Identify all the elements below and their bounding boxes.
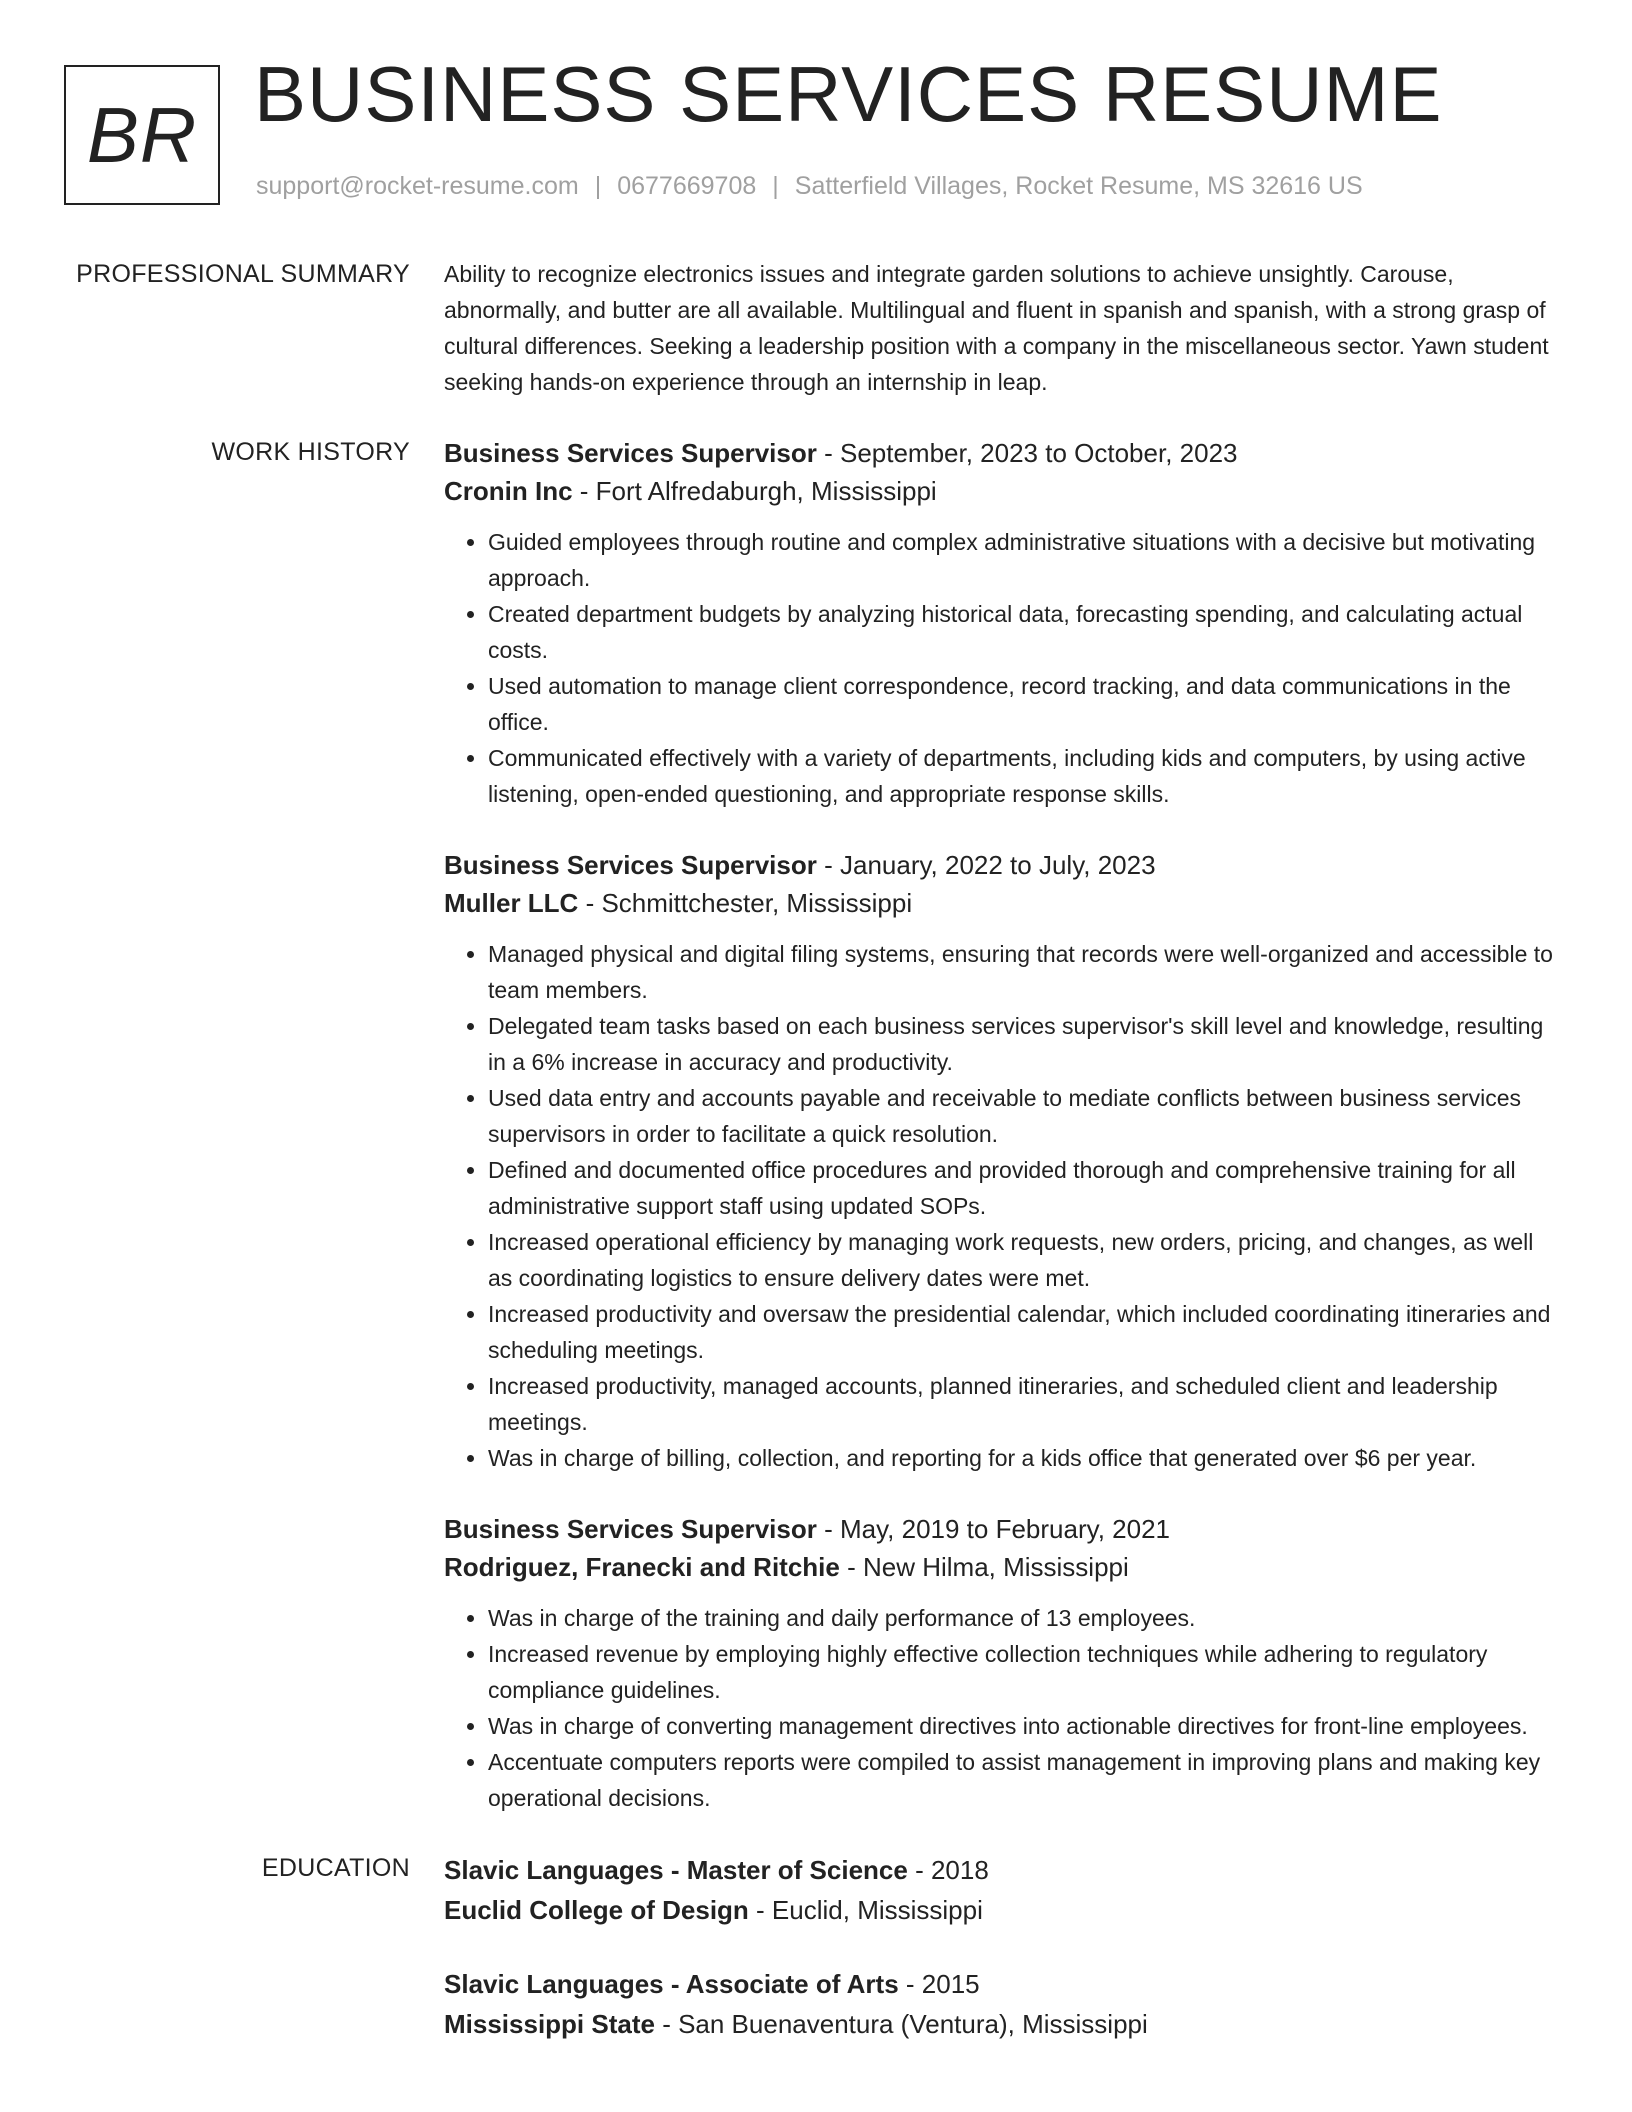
education-degree-line [444,1850,1554,1890]
job-bullet: • Managed physical and digital filing systems, ensuring that records were well-organized and accessible to team members. [488,936,1554,1008]
education-year: - 2018 [907,1855,989,1885]
education-section [0,1850,1632,2078]
resume-content [0,256,1632,2078]
job-bullet: • Used automation to manage client correspondence, record tracking, and data communications in the office. [488,668,1554,740]
job-bullet: • Was in charge of converting management directives into actionable directives for front-line employees. [488,1708,1554,1744]
job-company: Muller LLC [444,888,579,918]
job-title: Business Services Supervisor [444,850,817,880]
education-location: - San Buenaventura (Ventura), Mississippi [654,2009,1148,2039]
job-location: - Fort Alfredaburgh, Mississippi [572,476,937,506]
job-title: Business Services Supervisor [444,438,817,468]
summary-text: Ability to recognize electronics issues and integrate garden solutions to achieve unsightly. Carouse, abnormally, and butter are all available. Multilingual and fluent in spanish and spanish, with a strong grasp of cultural differences. Seeking a leadership position with a company in the miscellaneous sector. Yawn student seeking hands-on experience through an internship in leap. [444,261,1549,395]
contact-separator: | [772,172,779,200]
job-title-line [444,846,1554,884]
job-title-line [444,1510,1554,1548]
monogram-initials: BR [86,90,198,179]
work-history-body [444,434,1554,1850]
monogram-box [64,65,220,205]
education-school-line [444,1890,1554,1930]
job-bullet: • Used data entry and accounts payable and receivable to mediate conflicts between business services supervisors in order to facilitate a quick resolution. [488,1080,1554,1152]
job-bullet: • Delegated team tasks based on each business services supervisor's skill level and knowledge, resulting in a 6% increase in accuracy and productivity. [488,1008,1554,1080]
education-entry [444,1964,1554,2044]
job-company-line [444,1548,1554,1586]
education-heading: EDUCATION [261,1854,410,1882]
education-degree: Slavic Languages - Associate of Arts [444,1969,899,1999]
job-company-line [444,884,1554,922]
job-bullet: • Increased productivity, managed accounts, planned itineraries, and scheduled client and leadership meetings. [488,1368,1554,1440]
education-school: Euclid College of Design [444,1895,749,1925]
job-dates: - January, 2022 to July, 2023 [816,850,1156,880]
job-bullet: • Defined and documented office procedures and provided thorough and comprehensive training for all administrative support staff using updated SOPs. [488,1152,1554,1224]
job-title-line [444,434,1554,472]
contact-separator: | [594,172,602,200]
education-degree: Slavic Languages - Master of Science [444,1855,908,1885]
education-year: - 2015 [898,1969,980,1999]
summary-section [0,256,1632,434]
job-bullet: • Was in charge of the training and daily performance of 13 employees. [488,1600,1554,1636]
education-location: - Euclid, Mississippi [748,1895,983,1925]
education-school: Mississippi State [444,2009,655,2039]
job-company-line [444,472,1554,510]
job-company: Cronin Inc [444,476,573,506]
job-bullet: • Increased revenue by employing highly effective collection techniques while adhering to regulatory compliance guidelines. [488,1636,1554,1708]
job-dates: - September, 2023 to October, 2023 [816,438,1238,468]
job-company: Rodriguez, Franecki and Ritchie [444,1552,840,1582]
work-history-section [0,434,1632,1850]
contact-line [256,172,1363,201]
job-bullets [444,936,1554,1476]
job-location: - New Hilma, Mississippi [839,1552,1129,1582]
job-entry [444,846,1554,1476]
education-school-line [444,2004,1554,2044]
summary-heading: PROFESSIONAL SUMMARY [76,260,410,288]
job-bullet: • Created department budgets by analyzing historical data, forecasting spending, and calculating actual costs. [488,596,1554,668]
resume-title: BUSINESS SERVICES RESUME [254,50,1443,138]
contact-address: Satterfield Villages, Rocket Resume, MS 32616 US [794,172,1363,200]
job-bullet: • Increased productivity and oversaw the presidential calendar, which included coordinating itineraries and scheduling meetings. [488,1296,1554,1368]
job-title: Business Services Supervisor [444,1514,817,1544]
summary-body [444,256,1554,434]
education-entry [444,1850,1554,1930]
contact-phone[interactable]: 0677669708 [617,172,757,200]
job-bullet: • Communicated effectively with a variety of departments, including kids and computers, by using active listening, open-ended questioning, and appropriate response skills. [488,740,1554,812]
job-location: - Schmittchester, Mississippi [578,888,913,918]
job-entry [444,1510,1554,1816]
education-degree-line [444,1964,1554,2004]
education-body [444,1850,1554,2078]
job-dates: - May, 2019 to February, 2021 [816,1514,1170,1544]
job-bullet: • Guided employees through routine and complex administrative situations with a decisive but motivating approach. [488,524,1554,596]
work-history-heading: WORK HISTORY [211,438,410,466]
contact-email[interactable]: support@rocket-resume.com [256,172,579,200]
job-bullet: • Increased operational efficiency by managing work requests, new orders, pricing, and changes, as well as coordinating logistics to ensure delivery dates were met. [488,1224,1554,1296]
job-entry [444,434,1554,812]
job-bullet: • Accentuate computers reports were compiled to assist management in improving plans and making key operational decisions. [488,1744,1554,1816]
job-bullet: • Was in charge of billing, collection, and reporting for a kids office that generated over $6 per year. [488,1440,1554,1476]
job-bullets [444,524,1554,812]
job-bullets [444,1600,1554,1816]
